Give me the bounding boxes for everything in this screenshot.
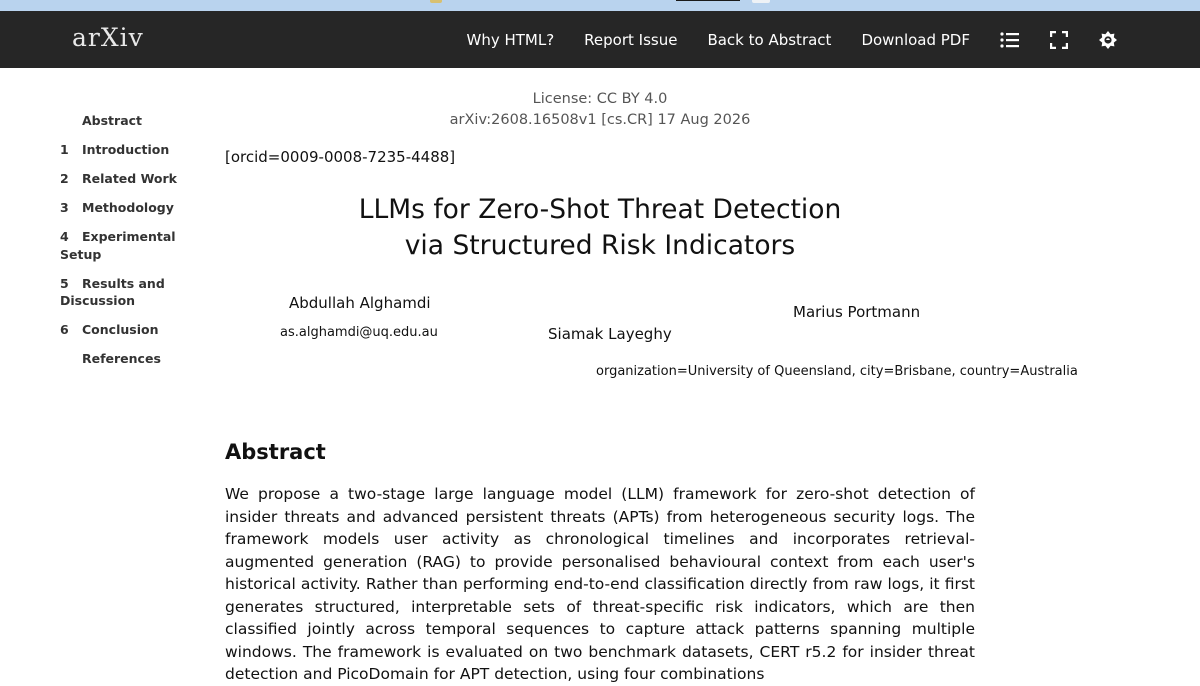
orcid-text: [orcid=0009-0008-7235-4488] bbox=[225, 148, 456, 166]
author-email[interactable]: as.alghamdi@uq.edu.au bbox=[280, 325, 438, 340]
toc-label: Abstract bbox=[82, 113, 143, 128]
toc-label: Introduction bbox=[82, 142, 170, 157]
author-name: Siamak Layeghy bbox=[548, 325, 672, 343]
toc-number: 2 bbox=[60, 171, 69, 186]
why-html-link[interactable]: Why HTML? bbox=[466, 30, 555, 49]
fullscreen-icon[interactable] bbox=[1049, 30, 1069, 50]
settings-icon[interactable] bbox=[1098, 30, 1118, 50]
report-issue-link[interactable]: Report Issue bbox=[584, 30, 678, 49]
toc-number: 4 bbox=[60, 229, 69, 244]
author-name: Marius Portmann bbox=[793, 303, 921, 321]
toc-number: 3 bbox=[60, 200, 69, 215]
nav-links bbox=[466, 11, 1200, 68]
arxiv-id: arXiv:2608.16508v1 [cs.CR] 17 Aug 2026 bbox=[449, 112, 751, 128]
emoji-glyph bbox=[430, 0, 442, 3]
toc-item-abstract[interactable] bbox=[60, 112, 190, 130]
download-pdf-link[interactable]: Download PDF bbox=[861, 30, 970, 49]
toc-label: Related Work bbox=[82, 171, 177, 186]
license-text: License: CC BY 4.0 bbox=[532, 91, 668, 107]
abstract-heading: Abstract bbox=[225, 440, 326, 464]
abstract-text: We propose a two-stage large language model (LLM) framework for zero-shot detection of insider threats and advanced persistent threats (APTs) from heterogeneous security logs. The framework models user activity as chronological timelines and incorporates retrieval-augmented generation (RAG) to provide personalised behavioural context from each user's historical activity. Rather than performing end-to-end classification directly from raw logs, it first generates structured, interpretable sets of threat-specific risk indicators, which are then classified jointly across temporal sequences to capture attack patterns spanning multiple windows. The framework is evaluated on two benchmark datasets, CERT r5.2 for insider threat detection and PicoDomain for APT detection, using four combinations bbox=[225, 485, 975, 683]
toc-label: Results and Discussion bbox=[60, 275, 165, 308]
underline-mark bbox=[676, 0, 740, 1]
toc-label: References bbox=[82, 351, 161, 366]
toc-item-references[interactable] bbox=[60, 350, 190, 368]
affiliation: organization=University of Queensland, city=Brisbane, country=Australia bbox=[596, 364, 1078, 379]
toc-label: Conclusion bbox=[82, 322, 159, 337]
toc-item-conclusion[interactable] bbox=[60, 321, 190, 339]
title-line-2: via Structured Risk Indicators bbox=[404, 230, 796, 261]
arxiv-logo[interactable]: arXiv bbox=[72, 23, 144, 52]
author-name: Abdullah Alghamdi bbox=[289, 294, 431, 312]
toc-number: 5 bbox=[60, 275, 69, 291]
toc-item-related-work[interactable] bbox=[60, 170, 190, 188]
toc-item-experimental-setup[interactable] bbox=[60, 228, 190, 263]
button-fragment bbox=[752, 0, 770, 3]
back-to-abstract-link[interactable]: Back to Abstract bbox=[707, 30, 832, 49]
toc-label: Experimental Setup bbox=[60, 229, 176, 262]
toc-item-results-and-discussion[interactable] bbox=[60, 275, 190, 310]
navbar bbox=[0, 11, 1200, 68]
table-of-contents bbox=[60, 112, 190, 368]
toc-item-methodology[interactable] bbox=[60, 199, 190, 217]
toc-item-introduction[interactable] bbox=[60, 141, 190, 159]
toc-number: 6 bbox=[60, 322, 69, 337]
toc-label: Methodology bbox=[82, 200, 174, 215]
list-icon[interactable] bbox=[1000, 30, 1020, 50]
paper-title bbox=[350, 192, 850, 264]
browser-top-strip bbox=[0, 0, 1200, 11]
title-line-1: LLMs for Zero-Shot Threat Detection bbox=[358, 194, 842, 225]
toc-number: 1 bbox=[60, 142, 69, 157]
